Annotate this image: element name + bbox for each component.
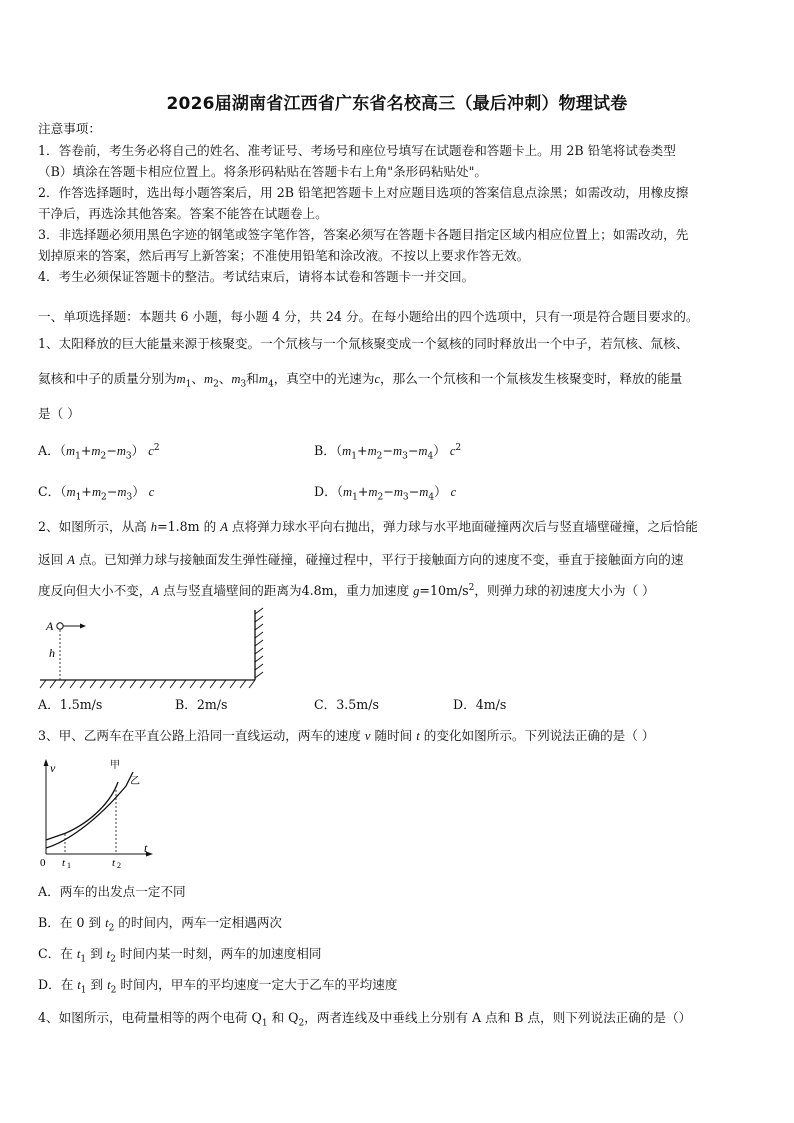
q2-line-3: 度反向但大小不变，A 点与竖直墙壁间的距离为4.8m，重力加速度 $g=10m/s^2$，则弹力球的初速度大小为（ ） [38,582,655,598]
label-v: v [50,761,56,775]
label-h: h [49,646,55,660]
notice-item-3a: 3．非选择题必须用黑色字迹的钢笔或签字笔作答，答案必须写在答题卡各题目指定区域内相应位置上；如需改动，先 [38,227,689,242]
q3-vt-graph [36,754,162,868]
label-t2-sub: 2 [117,861,121,868]
q2-option-a: A．1.5m/s [38,697,103,712]
curve-jia [46,772,133,848]
curve-yi [46,782,118,840]
q1-option-d: D．$(m_1+m_2-m_3-m_4)$ c [314,484,457,503]
label-A: A [46,619,54,633]
ground-hatch [40,680,255,688]
q3-option-b: B．在 0 到 $t_2$ 的时间内，两车一定相遇两次 [38,915,283,934]
label-t1-sub: 1 [67,861,71,868]
notice-item-1a: 1．答卷前，考生务必将自己的姓名、准考证号、考场号和座位号填写在试题卷和答题卡上。用 2B 铅笔将试卷类型 [38,143,676,158]
q1-option-c: C．$(m_1+m_2-m_3)$ c [38,484,155,503]
q3-option-a: A．两车的出发点一定不同 [38,884,186,899]
notice-item-1b: （B）填涂在答题卡相应位置上。将条形码粘贴在答题卡右上角"条形码粘贴处"。 [38,164,488,179]
q1-line-2: 氦核和中子的质量分别为$m_1$、$m_2$、$m_3$和$m_4$，真空中的光速为c，那么一个氘核和一个氚核发生核聚变时，释放的能量 [38,371,683,390]
notice-item-2b: 干净后，再选涂其他答案。答案不能答在试题卷上。 [38,206,328,221]
q4-line-1: 4、如图所示，电荷量相等的两个电荷 $Q_1$ 和 $Q_2$，两者连线及中垂线上分别有 A 点和 B 点，则下列说法正确的是（） [38,1010,692,1029]
label-jia: 甲 [110,760,120,771]
label-origin: 0 [40,857,46,868]
section-heading: 一、单项选择题：本题共 6 小题，每小题 4 分，共 24 分。在每小题给出的四个选项中，只有一项是符合题目要求的。 [38,309,699,324]
q3-option-d: D．在 $t_1$ 到 $t_2$ 时间内，甲车的平均速度一定大于乙车的平均速度 [38,977,398,996]
label-t1: t [62,857,66,868]
v-axis-arrow [44,759,49,766]
q2-option-d: D．4m/s [453,697,507,712]
q1-line-3: 是（ ） [38,406,80,421]
q2-figure [36,606,268,690]
wall-hatch [255,608,263,678]
q2-line-1: 2、如图所示，从高 h=1.8m 的 A 点将弹力球水平向右抛出，弹力球与水平地面碰撞两次后与竖直墙壁碰撞，之后恰能 [38,519,698,534]
q2-option-b: B．2m/s [175,697,228,712]
q1-option-b: B．$(m_1+m_2-m_3-m_4)$ $c^2$ [314,442,462,462]
q3-line-1: 3、甲、乙两车在平直公路上沿同一直线运动，两车的速度 v 随时间 t 的变化如图所示。下列说法正确的是（ ） [38,728,655,743]
notice-item-3b: 划掉原来的答案，然后再写上新答案；不准使用铅笔和涂改液。不按以上要求作答无效。 [38,248,530,263]
q2-option-c: C．3.5m/s [314,697,379,712]
q3-option-c: C．在 $t_1$ 到 $t_2$ 时间内某一时刻，两车的加速度相同 [38,946,322,965]
q2-line-2: 返回 A 点。已知弹力球与接触面发生弹性碰撞，碰撞过程中，平行于接触面方向的速度不变，垂直于接触面方向的速 [38,552,684,567]
page-title: 2026届湖南省江西省广东省名校高三（最后冲刺）物理试卷 [166,94,628,114]
notice-item-4: 4．考生必须保证答题卡的整洁。考试结束后，请将本试卷和答题卡一并交回。 [38,269,475,284]
ball [57,623,63,629]
q1-option-a: A．$(m_1+m_2-m_3)$ $c^2$ [38,442,160,462]
notice-item-2a: 2．作答选择题时，选出每小题答案后，用 2B 铅笔把答题卡上对应题目选项的答案信息点涂黑；如需改动，用橡皮擦 [38,185,689,200]
q1-line-1: 1、太阳释放的巨大能量来源于核聚变。一个氘核与一个氚核聚变成一个氦核的同时释放出一个中子，若氘核、氚核、 [38,336,689,351]
label-t2: t [112,857,116,868]
label-t: t [144,841,148,855]
arrow-head [80,624,86,629]
notice-heading: 注意事项： [38,121,101,136]
label-yi: 乙 [130,776,140,787]
